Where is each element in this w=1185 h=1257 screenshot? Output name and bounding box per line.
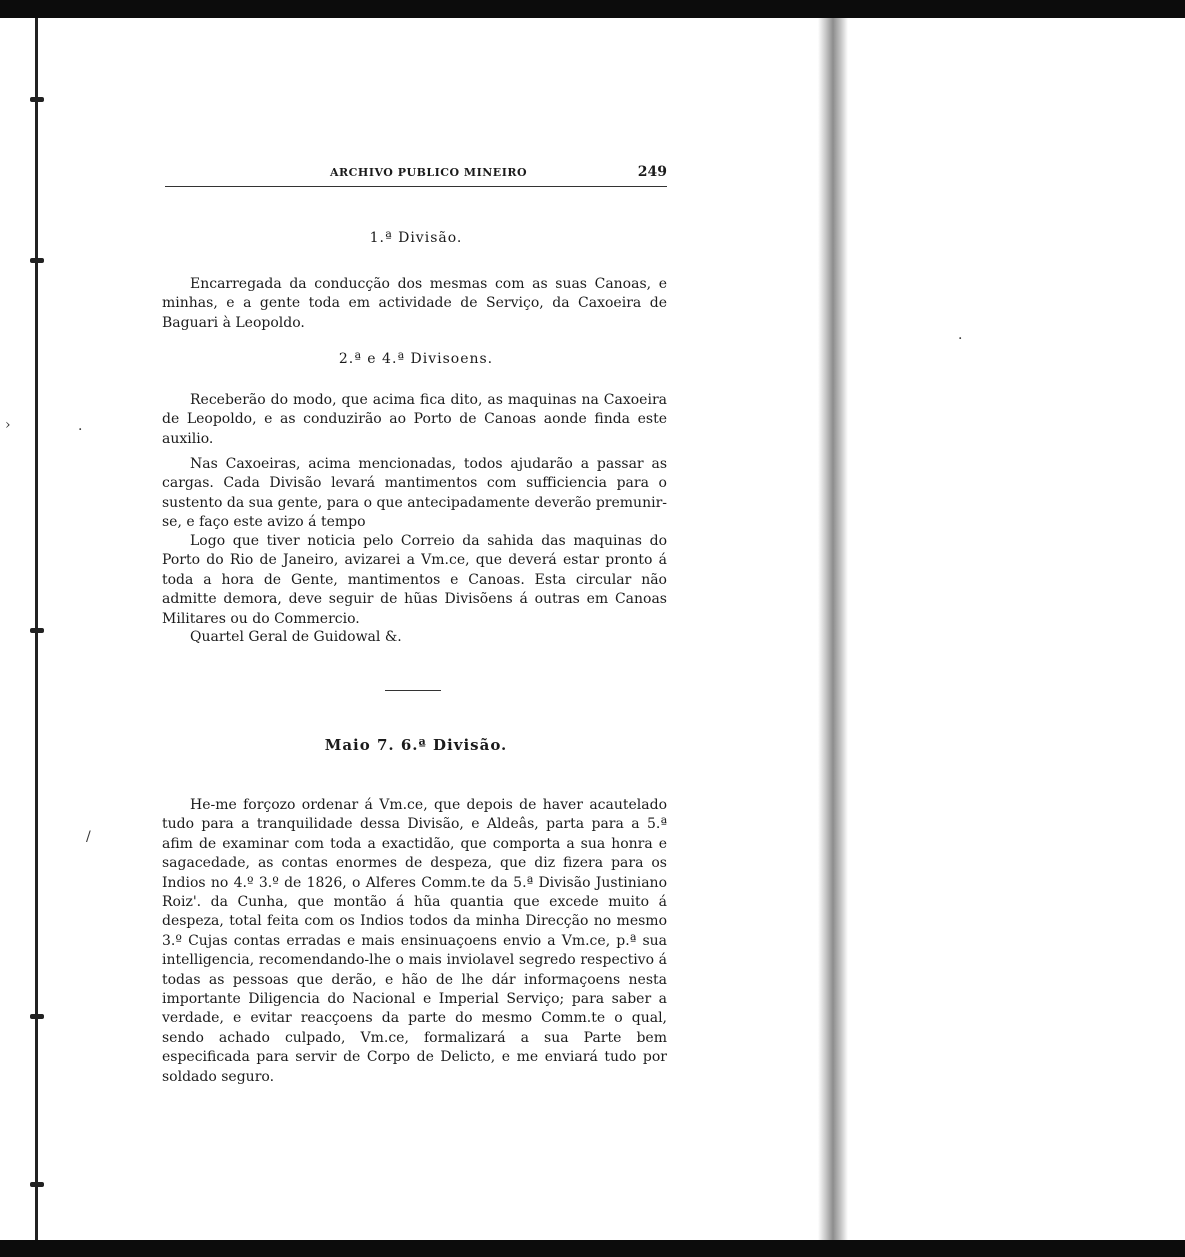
scan-speck: · (958, 331, 963, 347)
scan-top-border (0, 0, 1185, 18)
paragraph: Encarregada da conducção dos mesmas com as suas Canoas, e minhas, e a gente toda em actividade de Serviço, da Caxoeira de Baguari à Leopoldo. (162, 276, 667, 331)
scan-speck: / (86, 829, 91, 845)
section-divider (385, 690, 441, 691)
paragraph: Nas Caxoeiras, acima mencionadas, todos ajudarão a passar as cargas. Cada Divisão levará mantimentos com sufficiencia para o sustento da sua gente, para o que antecipadamente deverão premunir-se, e faço este avizo á tempo (162, 456, 667, 531)
book-spine-shadow (818, 18, 848, 1240)
section-heading: 2.ª e 4.ª Divisoens. (338, 351, 494, 367)
paragraph: Logo que tiver noticia pelo Correio da sahida das maquinas do Porto do Rio de Janeiro, avizarei a Vm.ce, que deverá estar pronto á toda a hora de Gente, mantimentos e Canoas. Esta circular não admitte demora, deve seguir de hũas Divisõens á outras em Canoas Militares ou do Commercio. (162, 533, 667, 627)
paragraph: Quartel Geral de Guidowal &. (190, 629, 402, 645)
scan-speck: · (78, 422, 83, 438)
paragraph: He-me forçozo ordenar á Vm.ce, que depois de haver acautelado tudo para a tranquilidade dessa Divisão, e Aldeâs, parta para a 5.ª afim de examinar com toda a exactidão, que comporta a sua honra e sagacedade, as contas enormes de despeza, que diz fizera para os Indios no 4.º 3.º de 1826, o Alferes Comm.te da 5.ª Divisão Justiniano Roiz'. da Cunha, que montão á hũa quantia que excede muito á despeza, total feita com os Indios todos da minha Direcção no mesmo 3.º Cujas contas erradas e mais ensinuaçoens envio a Vm.ce, p.ª sua intelligencia, recomendando-lhe o mais inviolavel segredo respectivo á todas as pessoas que derão, e hão de lhe dár informaçoens nesta importante Diligencia do Nacional e Imperial Serviço; para saber a verdade, e evitar reacçoens da parte do mesmo Comm.te o qual, sendo achado culpado, Vm.ce, formalizará a sua Parte bem especificada para servir de Corpo de Delicto, e me enviará tudo por soldado seguro. (162, 797, 667, 1085)
scan-speck: › (5, 417, 11, 433)
section-heading: Maio 7. 6.ª Divisão. (324, 736, 508, 754)
edge-mark (30, 628, 44, 633)
section-heading: 1.ª Divisão. (369, 230, 463, 246)
edge-mark (30, 1014, 44, 1019)
paragraph: Receberão do modo, que acima fica dito, as maquinas na Caxoeira de Leopoldo, e as conduzirão ao Porto de Canoas aonde finda este auxilio. (162, 392, 667, 447)
page-header (165, 164, 667, 187)
edge-mark (30, 97, 44, 102)
page-number: 249 (637, 164, 667, 180)
scan-bottom-border (0, 1240, 1185, 1257)
edge-mark (30, 258, 44, 263)
running-title: ARCHIVO PUBLICO MINEIRO (330, 166, 528, 179)
edge-mark (30, 1182, 44, 1187)
